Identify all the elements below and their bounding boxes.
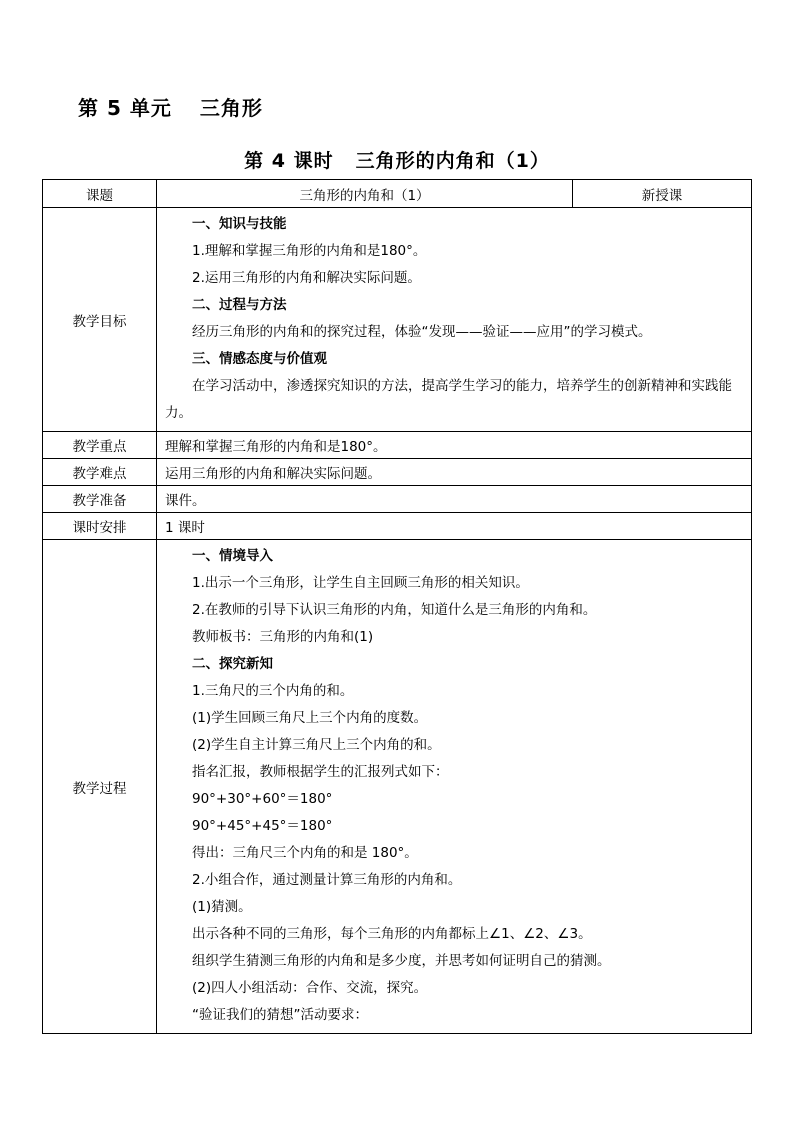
- process-item: “验证我们的猜想”活动要求：: [192, 1007, 368, 1023]
- lesson-title: [0, 146, 794, 173]
- process-item: 出示各种不同的三角形，每个三角形的内角都标上∠1、∠2、∠3。: [192, 926, 592, 942]
- process-item: 1.三角尺的三个内角的和。: [192, 683, 354, 699]
- equation: 90°+30°+60°＝180°: [192, 791, 333, 807]
- objectives-content: [157, 208, 752, 432]
- preparation-value: 课件。: [157, 486, 752, 513]
- topic-label: 课题: [43, 180, 157, 208]
- process-row: [43, 540, 752, 1034]
- preparation-row: [43, 486, 752, 513]
- process-heading: 二、探究新知: [192, 656, 273, 672]
- objective-item: 1.理解和掌握三角形的内角和是180°。: [192, 243, 427, 259]
- process-label: 教学过程: [43, 540, 157, 1034]
- key-point-value: 理解和掌握三角形的内角和是180°。: [157, 432, 752, 459]
- unit-title: [78, 92, 263, 121]
- objectives-row: [43, 208, 752, 432]
- process-item: 1.出示一个三角形，让学生自主回顾三角形的相关知识。: [192, 575, 529, 591]
- topic-value: 三角形的内角和（1）: [157, 180, 573, 208]
- objective-heading: 二、过程与方法: [192, 297, 287, 313]
- key-point-row: [43, 432, 752, 459]
- difficulty-value: 运用三角形的内角和解决实际问题。: [157, 459, 752, 486]
- process-item: 组织学生猜测三角形的内角和是多少度，并思考如何证明自己的猜测。: [192, 953, 611, 969]
- preparation-label: 教学准备: [43, 486, 157, 513]
- objective-heading: 三、情感态度与价值观: [192, 351, 327, 367]
- process-item: 得出：三角尺三个内角的和是 180°。: [192, 845, 418, 861]
- schedule-label: 课时安排: [43, 513, 157, 540]
- schedule-row: [43, 513, 752, 540]
- topic-row: [43, 180, 752, 208]
- difficulty-label: 教学难点: [43, 459, 157, 486]
- process-item: 教师板书：三角形的内角和(1): [192, 629, 374, 645]
- process-item: (1)学生回顾三角尺上三个内角的度数。: [192, 710, 428, 726]
- difficulty-row: [43, 459, 752, 486]
- process-item: (2)学生自主计算三角尺上三个内角的和。: [192, 737, 441, 753]
- key-point-label: 教学重点: [43, 432, 157, 459]
- process-heading: 一、情境导入: [192, 548, 273, 564]
- objective-heading: 一、知识与技能: [192, 216, 287, 232]
- process-item: 2.在教师的引导下认识三角形的内角，知道什么是三角形的内角和。: [192, 602, 597, 618]
- process-item: 2.小组合作，通过测量计算三角形的内角和。: [192, 872, 462, 888]
- lesson-type: 新授课: [573, 180, 752, 208]
- process-item: 指名汇报，教师根据学生的汇报列式如下：: [192, 764, 449, 780]
- objective-item: 2.运用三角形的内角和解决实际问题。: [192, 270, 421, 286]
- process-item: (1)猜测。: [192, 899, 252, 915]
- process-content: [157, 540, 752, 1034]
- schedule-value: 1 课时: [157, 513, 752, 540]
- process-item: (2)四人小组活动：合作、交流，探究。: [192, 980, 428, 996]
- unit-number: 第 5 单元: [78, 96, 172, 120]
- equation: 90°+45°+45°＝180°: [192, 818, 333, 834]
- objectives-label: 教学目标: [43, 208, 157, 432]
- lesson-plan-table: [42, 179, 752, 1034]
- objective-item: 经历三角形的内角和的探究过程，体验“发现——验证——应用”的学习模式。: [192, 324, 652, 340]
- unit-name: 三角形: [199, 96, 263, 120]
- objective-item: 在学习活动中，渗透探究知识的方法，提高学生学习的能力，培养学生的创新精神和实践能力。: [165, 378, 732, 421]
- lesson-name: 三角形的内角和（1）: [355, 150, 550, 172]
- lesson-number: 第 4 课时: [244, 150, 334, 172]
